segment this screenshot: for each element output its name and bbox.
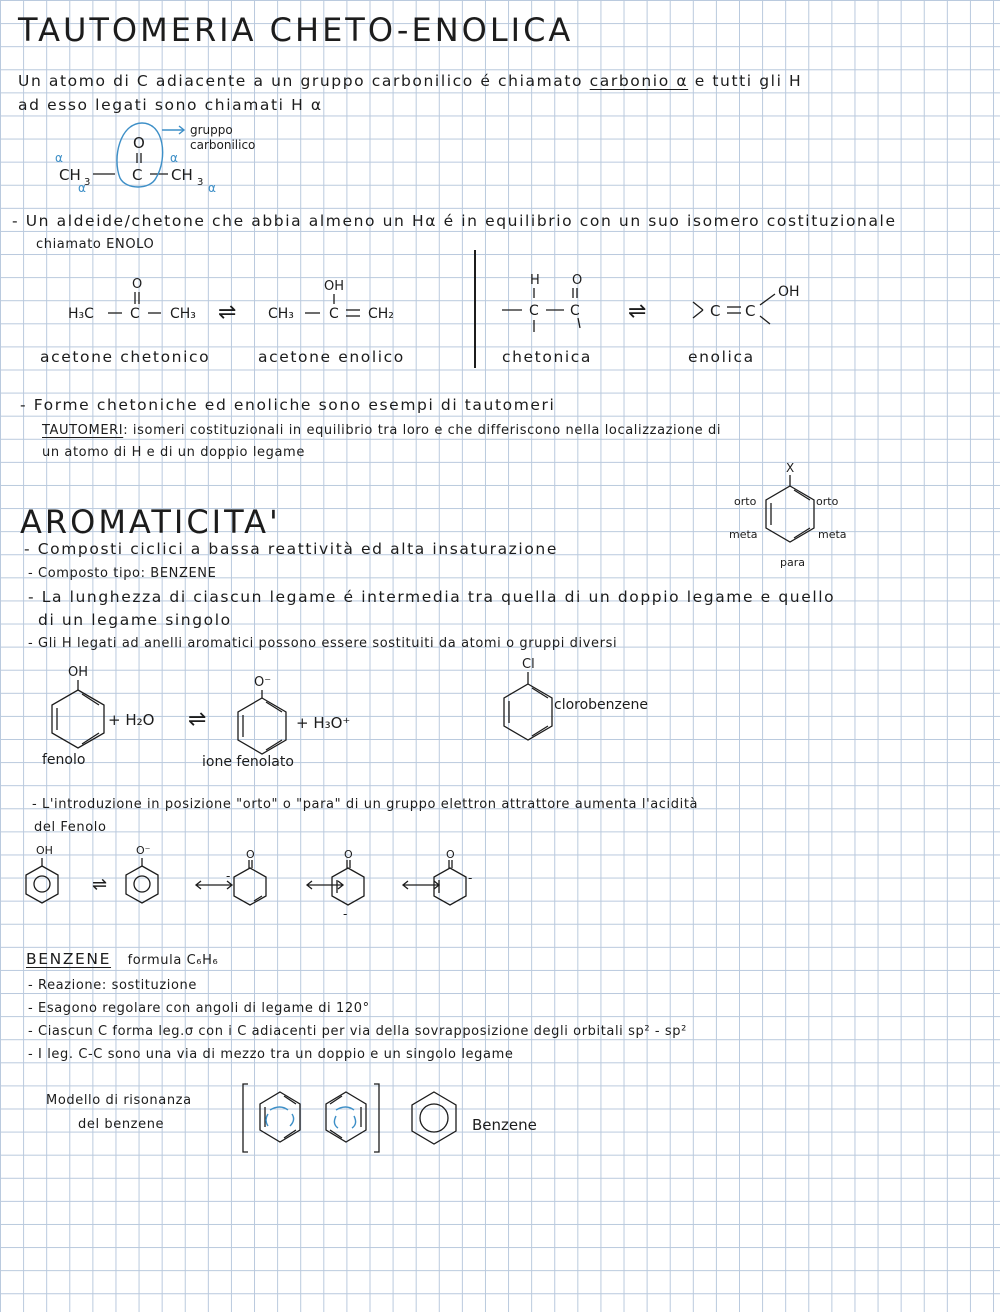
alpha-mark-4: α — [208, 181, 216, 195]
methyl-left: CH — [59, 166, 81, 184]
benzene-resonance-model — [240, 1080, 570, 1156]
benzene-bullet-1: - Reazione: sostituzione — [28, 978, 197, 993]
pos-para: para — [780, 556, 805, 569]
carbonyl-label-1: gruppo — [190, 123, 233, 137]
phenol-equilibrium-diagram — [36, 662, 396, 772]
general-c2: C — [570, 303, 580, 319]
carbonyl-carbon: C — [132, 166, 143, 184]
general-enol-c2: C — [745, 302, 756, 320]
res-oh: OH — [36, 844, 53, 857]
acidity-text-line1: - L'introduzione in posizione "orto" o "para" di un gruppo elettron attrattore aumenta l'acidità — [32, 797, 699, 812]
ring-positions-diagram — [724, 460, 864, 572]
pos-meta-right: meta — [818, 528, 847, 541]
phenolate-label: ione fenolato — [202, 754, 294, 770]
general-h: H — [530, 273, 540, 288]
aromatic-bullet-4: - Gli H legati ad anelli aromatici possono essere sostituiti da atomi o gruppi diversi — [28, 636, 618, 651]
carbonio-alfa-term: carbonio α — [589, 72, 689, 90]
benzene-bullet-3: - Ciascun C forma leg.σ con i C adiacenti per via della sovrapposizione degli orbitali sp² - sp² — [28, 1024, 687, 1039]
label-acetone-enolico: acetone enolico — [258, 348, 405, 366]
general-o: O — [572, 273, 583, 288]
aromatic-bullet-3-line2: di un legame singolo — [38, 611, 232, 629]
alpha-mark-3: α — [170, 151, 178, 165]
phenol-oh: OH — [68, 665, 89, 680]
tautomeri-definition-line1 — [42, 424, 721, 437]
phenol-equilibrium-arrow: ⇌ — [188, 707, 207, 732]
pos-meta-left: meta — [729, 528, 758, 541]
benzene-bullet-2: - Esagono regolare con angoli di legame di 120° — [28, 1001, 370, 1016]
section-title-aromaticita: AROMATICITA' — [20, 503, 281, 541]
resonance-model-label-2: del benzene — [78, 1117, 165, 1132]
enol-oh: OH — [324, 279, 345, 294]
enol-equilibrium-text: - Un aldeide/chetone che abbia almeno un Hα é in equilibrio con un suo isomero costituzionale — [12, 212, 897, 230]
intro-text-line2: ad esso legati sono chiamati H α — [18, 96, 323, 114]
keto-carbon: C — [130, 306, 140, 322]
pos-orto-right: orto — [816, 495, 839, 508]
general-c1: C — [529, 303, 539, 319]
chlorobenzene-diagram — [496, 654, 696, 754]
benzene-title: BENZENE — [26, 950, 112, 968]
keto-h3c: H₃C — [68, 306, 94, 322]
chlorine-atom: Cl — [522, 657, 535, 672]
tautomeri-term: TAUTOMERI — [42, 423, 124, 438]
equilibrium-arrow: ⇌ — [218, 300, 237, 325]
res-minus-3: - — [468, 871, 473, 885]
general-equilibrium-arrow: ⇌ — [628, 299, 647, 324]
label-enolica: enolica — [688, 348, 755, 366]
res-minus-2: - — [343, 907, 348, 921]
intro-text-c: e tutti gli H — [694, 72, 803, 90]
keto-ch3: CH₃ — [170, 306, 196, 322]
general-tautomer-equation — [500, 270, 820, 350]
res-minus-1: - — [226, 869, 231, 883]
divider — [474, 250, 476, 368]
chlorobenzene-label: clorobenzene — [554, 697, 648, 713]
acetone-carbonyl-diagram — [50, 118, 310, 198]
general-enol-oh: OH — [778, 284, 800, 300]
benzene-heading — [26, 952, 218, 968]
tautomeri-definition-line2: un atomo di H e di un doppio legame — [42, 445, 305, 460]
enol-ch2: CH₂ — [368, 306, 394, 322]
res-eq-arrow: ⇌ — [92, 874, 108, 895]
benzene-label: Benzene — [472, 1116, 537, 1134]
methyl-left-sub: 3 — [84, 177, 91, 188]
benzene-bullet-4: - I leg. C-C sono una via di mezzo tra un doppio e un singolo legame — [28, 1047, 514, 1062]
acidity-text-line2: del Fenolo — [34, 820, 107, 835]
enol-carbon: C — [329, 306, 339, 322]
alpha-mark-1: α — [55, 151, 63, 165]
methyl-right-sub: 3 — [197, 177, 204, 188]
carbonyl-label-2: carbonilico — [190, 138, 256, 152]
carbonyl-oxygen: O — [133, 134, 145, 152]
intro-text-line1 — [18, 74, 802, 90]
alpha-mark-2: α — [78, 181, 86, 195]
res-o-minus: O⁻ — [136, 844, 151, 857]
enol-ch3: CH₃ — [268, 306, 294, 322]
pos-orto-left: orto — [734, 495, 757, 508]
phenolate-resonance-diagram — [18, 838, 488, 922]
benzene-formula: formula C₆H₆ — [127, 953, 219, 968]
hydronium-term: + H₃O⁺ — [296, 714, 351, 732]
phenolate-o: O⁻ — [254, 675, 272, 690]
resonance-model-label-1: Modello di risonanza — [46, 1093, 192, 1108]
keto-oxygen: O — [132, 277, 143, 292]
aromatic-bullet-1: - Composti ciclici a bassa reattività ed alta insaturazione — [24, 540, 558, 558]
phenol-label: fenolo — [42, 752, 86, 768]
tautomeri-definition: : isomeri costituzionali in equilibrio tra loro e che differiscono nella localizzazione di — [123, 423, 722, 438]
water-term: + H₂O — [108, 711, 155, 729]
enol-definition-text: chiamato ENOLO — [36, 237, 155, 252]
res-o-1: O — [246, 848, 255, 861]
aromatic-bullet-2: - Composto tipo: BENZENE — [28, 566, 217, 581]
res-o-3: O — [446, 848, 455, 861]
methyl-right: CH — [171, 166, 193, 184]
substituent-x: X — [786, 461, 795, 475]
res-o-2: O — [344, 848, 353, 861]
tautomers-intro-text: - Forme chetoniche ed enoliche sono esempi di tautomeri — [20, 396, 556, 414]
intro-text-a: Un atomo di C adiacente a un gruppo carbonilico é chiamato — [18, 72, 584, 90]
general-enol-c1: C — [710, 302, 721, 320]
page-title: TAUTOMERIA CHETO-ENOLICA — [18, 11, 574, 49]
aromatic-bullet-3-line1: - La lunghezza di ciascun legame é intermedia tra quella di un doppio legame e quello — [28, 588, 836, 606]
label-chetonica: chetonica — [502, 348, 592, 366]
label-acetone-chetonico: acetone chetonico — [40, 348, 211, 366]
